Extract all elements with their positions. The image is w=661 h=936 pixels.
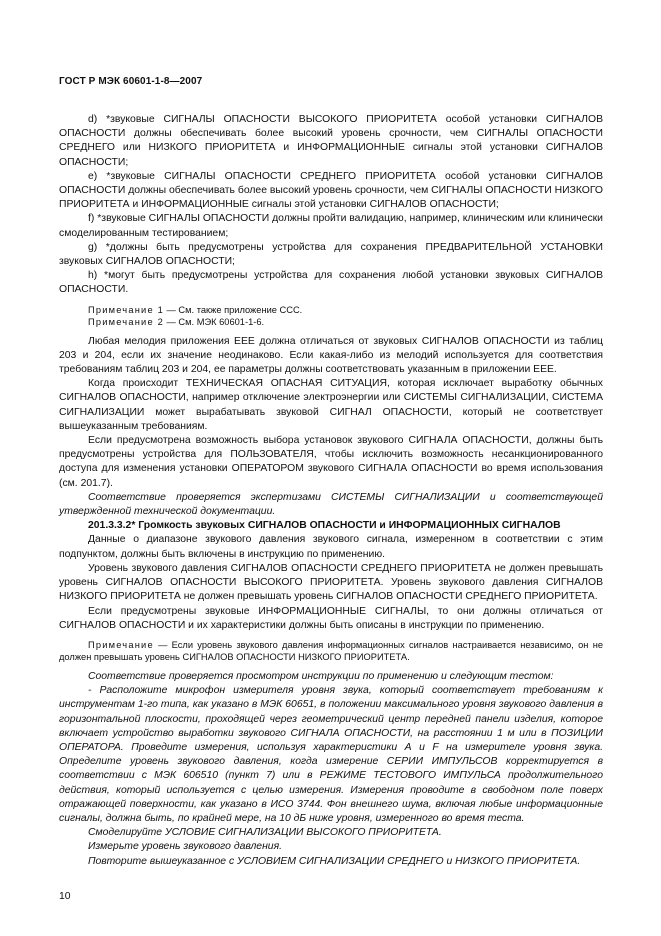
test-step-measure: Измерьте уровень звукового давления. — [88, 841, 283, 853]
note-1-text: — См. также приложение ССС. — [163, 304, 303, 315]
section-heading: 201.3.3.2* Громкость звуковых СИГНАЛОВ ОПАСНОСТИ и ИНФОРМАЦИОННЫХ СИГНАЛОВ — [88, 520, 561, 532]
test-step-repeat: Повторите вышеуказанное с УСЛОВИЕМ СИГНАЛИЗАЦИИ СРЕДНЕГО и НИЗКОГО ПРИОРИТЕТА. — [88, 855, 581, 867]
page-header: ГОСТ Р МЭК 60601-1-8—2007 — [59, 76, 203, 87]
note-2 — [59, 316, 603, 329]
list-item-f: f) *звуковые СИГНАЛЫ ОПАСНОСТИ должны пройти валидацию, например, клиническим или клинически смоделированным тестированием; — [59, 213, 603, 239]
paragraph-compliance: Соответствие проверяется экспертизами СИСТЕМЫ СИГНАЛИЗАЦИИ и соответствующей утвержденной технической документации. — [59, 491, 603, 518]
section-note-text: — Если уровень звукового давления информационных сигналов настраивается независимо, он не должен превышать уровень СИГНАЛОВ ОПАСНОСТИ НИЗКОГО ПРИОРИТЕТА. — [59, 639, 603, 663]
list-item-g: g) *должны быть предусмотрены устройства для сохранения ПРЕДВАРИТЕЛЬНОЙ УСТАНОВКИ звуковых СИГНАЛОВ ОПАСНОСТИ; — [59, 241, 603, 268]
section-note — [59, 639, 603, 664]
page-number: 10 — [59, 891, 71, 902]
note-1-label: Примечание 1 — [88, 304, 164, 315]
page-body — [59, 113, 603, 869]
paragraph-settings-access: Если предусмотрена возможность выбора установок звукового СИГНАЛА ОПАСНОСТИ, должны быть предусмотрены устройства для ПОЛЬЗОВАТЕЛЯ, чтобы исключить возможность несанкционированного доступа для изменения установки ОПЕРАТОРОМ звукового СИГНАЛА ОПАСНОСТИ во время использования (см. 201.7). — [59, 435, 603, 489]
section-paragraph-info-signals: Если предусмотрены звуковые ИНФОРМАЦИОННЫЕ СИГНАЛЫ, то они должны отличаться от СИГНАЛОВ ОПАСНОСТИ и их характеристики должны быть описаны в инструкции по применению. — [59, 605, 603, 631]
note-2-text: — См. МЭК 60601-1-6. — [163, 317, 265, 328]
list-item-e: е) *звуковые СИГНАЛЫ ОПАСНОСТИ СРЕДНЕГО ПРИОРИТЕТА особой установки СИГНАЛОВ ОПАСНОСТИ должны обеспечивать более высокий уровень срочности, чем СИГНАЛЫ ОПАСНОСТИ НИЗКОГО ПРИОРИТЕТА и ИНФОРМАЦИОННЫЕ сигналы этой установки СИГНАЛОВ ОПАСНОСТИ; — [59, 170, 603, 211]
test-intro: Соответствие проверяется просмотром инструкции по применению и следующим тестом: — [88, 670, 554, 682]
paragraph-melody: Любая мелодия приложения ЕЕЕ должна отличаться от звуковых СИГНАЛОВ ОПАСНОСТИ из таблиц 203 и 204, если их значение неодинаково. Если какая-либо из мелодий используется для соответствия требованиям таблиц 203 и 204, ее параметры должны соответствовать указанным в приложении ЕЕЕ. — [59, 335, 603, 376]
section-paragraph-range: Данные о диапазоне звукового давления звукового сигнала, измеренном в соответствии с этим подпунктом, должны быть включены в инструкцию по применению. — [59, 534, 603, 560]
list-item-h: h) *могут быть предусмотрены устройства для сохранения любой установки звуковых СИГНАЛОВ ОПАСНОСТИ. — [59, 270, 603, 296]
note-1 — [59, 304, 603, 317]
section-paragraph-levels: Уровень звукового давления СИГНАЛОВ ОПАСНОСТИ СРЕДНЕГО ПРИОРИТЕТА не должен превышать уровень СИГНАЛОВ ОПАСНОСТИ ВЫСОКОГО ПРИОРИТЕТА. Уровень звукового давления СИГНАЛОВ НИЗКОГО ПРИОРИТЕТА не должен превышать уровень СИГНАЛОВ ОПАСНОСТИ СРЕДНЕГО ПРИОРИТЕТА. — [59, 562, 603, 603]
note-2-label: Примечание 2 — [88, 317, 164, 328]
section-note-label: Примечание — [88, 639, 154, 650]
paragraph-technical-situation: Когда происходит ТЕХНИЧЕСКАЯ ОПАСНАЯ СИТУАЦИЯ, которая исключает выработку обычных СИГНАЛОВ ОПАСНОСТИ, например отключение электроэнергии или СИСТЕМЫ СИГНАЛИЗАЦИИ, СИСТЕМА СИГНАЛИЗАЦИИ может вырабатывать звуковой СИГНАЛ ОПАСНОСТИ, который не соответствует вышеуказанным требованиям. — [59, 378, 603, 432]
test-procedure: - Расположите микрофон измерителя уровня звука, который соответствует требованиям к инструментам 1-го типа, как указано в МЭК 60651, в положении максимального уровня звукового давления в горизонтальной плоскости, проходящей через геометрический центр передней панели изделия, которое включает устройство выработки звукового СИГНАЛА ОПАСНОСТИ, на расстоянии 1 м или в ПОЗИЦИИ ОПЕРАТОРА. Проведите измерения, используя характеристики А и F на измерителе уровня звука. Определите уровень звукового давления, когда измерение СЕРИИ ИМПУЛЬСОВ корректируется в соответствии с МЭК 606510 (пункт 7) или в РЕЖИМЕ ТЕСТОВОГО ИМПУЛЬСА продолжительного действия, который используется с целью измерения. Измерения проводите в свободном поле поверх отражающей поверхности, как указано в ИСО 3744. Фон внешнего шума, включая любые информационные сигналы, должна быть, по крайней мере, на 10 дБ ниже уровня, измеренного во время теста. — [59, 685, 603, 824]
list-item-d: d) *звуковые СИГНАЛЫ ОПАСНОСТИ ВЫСОКОГО ПРИОРИТЕТА особой установки СИГНАЛОВ ОПАСНОСТИ должны обеспечивать более высокий уровень срочности, чем СИГНАЛЫ ОПАСНОСТИ СРЕДНЕГО или НИЗКОГО ПРИОРИТЕТА и ИНФОРМАЦИОННЫЕ сигналы этой установки СИГНАЛОВ ОПАСНОСТИ; — [59, 114, 603, 168]
test-step-simulate: Смоделируйте УСЛОВИЕ СИГНАЛИЗАЦИИ ВЫСОКОГО ПРИОРИТЕТА. — [88, 827, 442, 839]
